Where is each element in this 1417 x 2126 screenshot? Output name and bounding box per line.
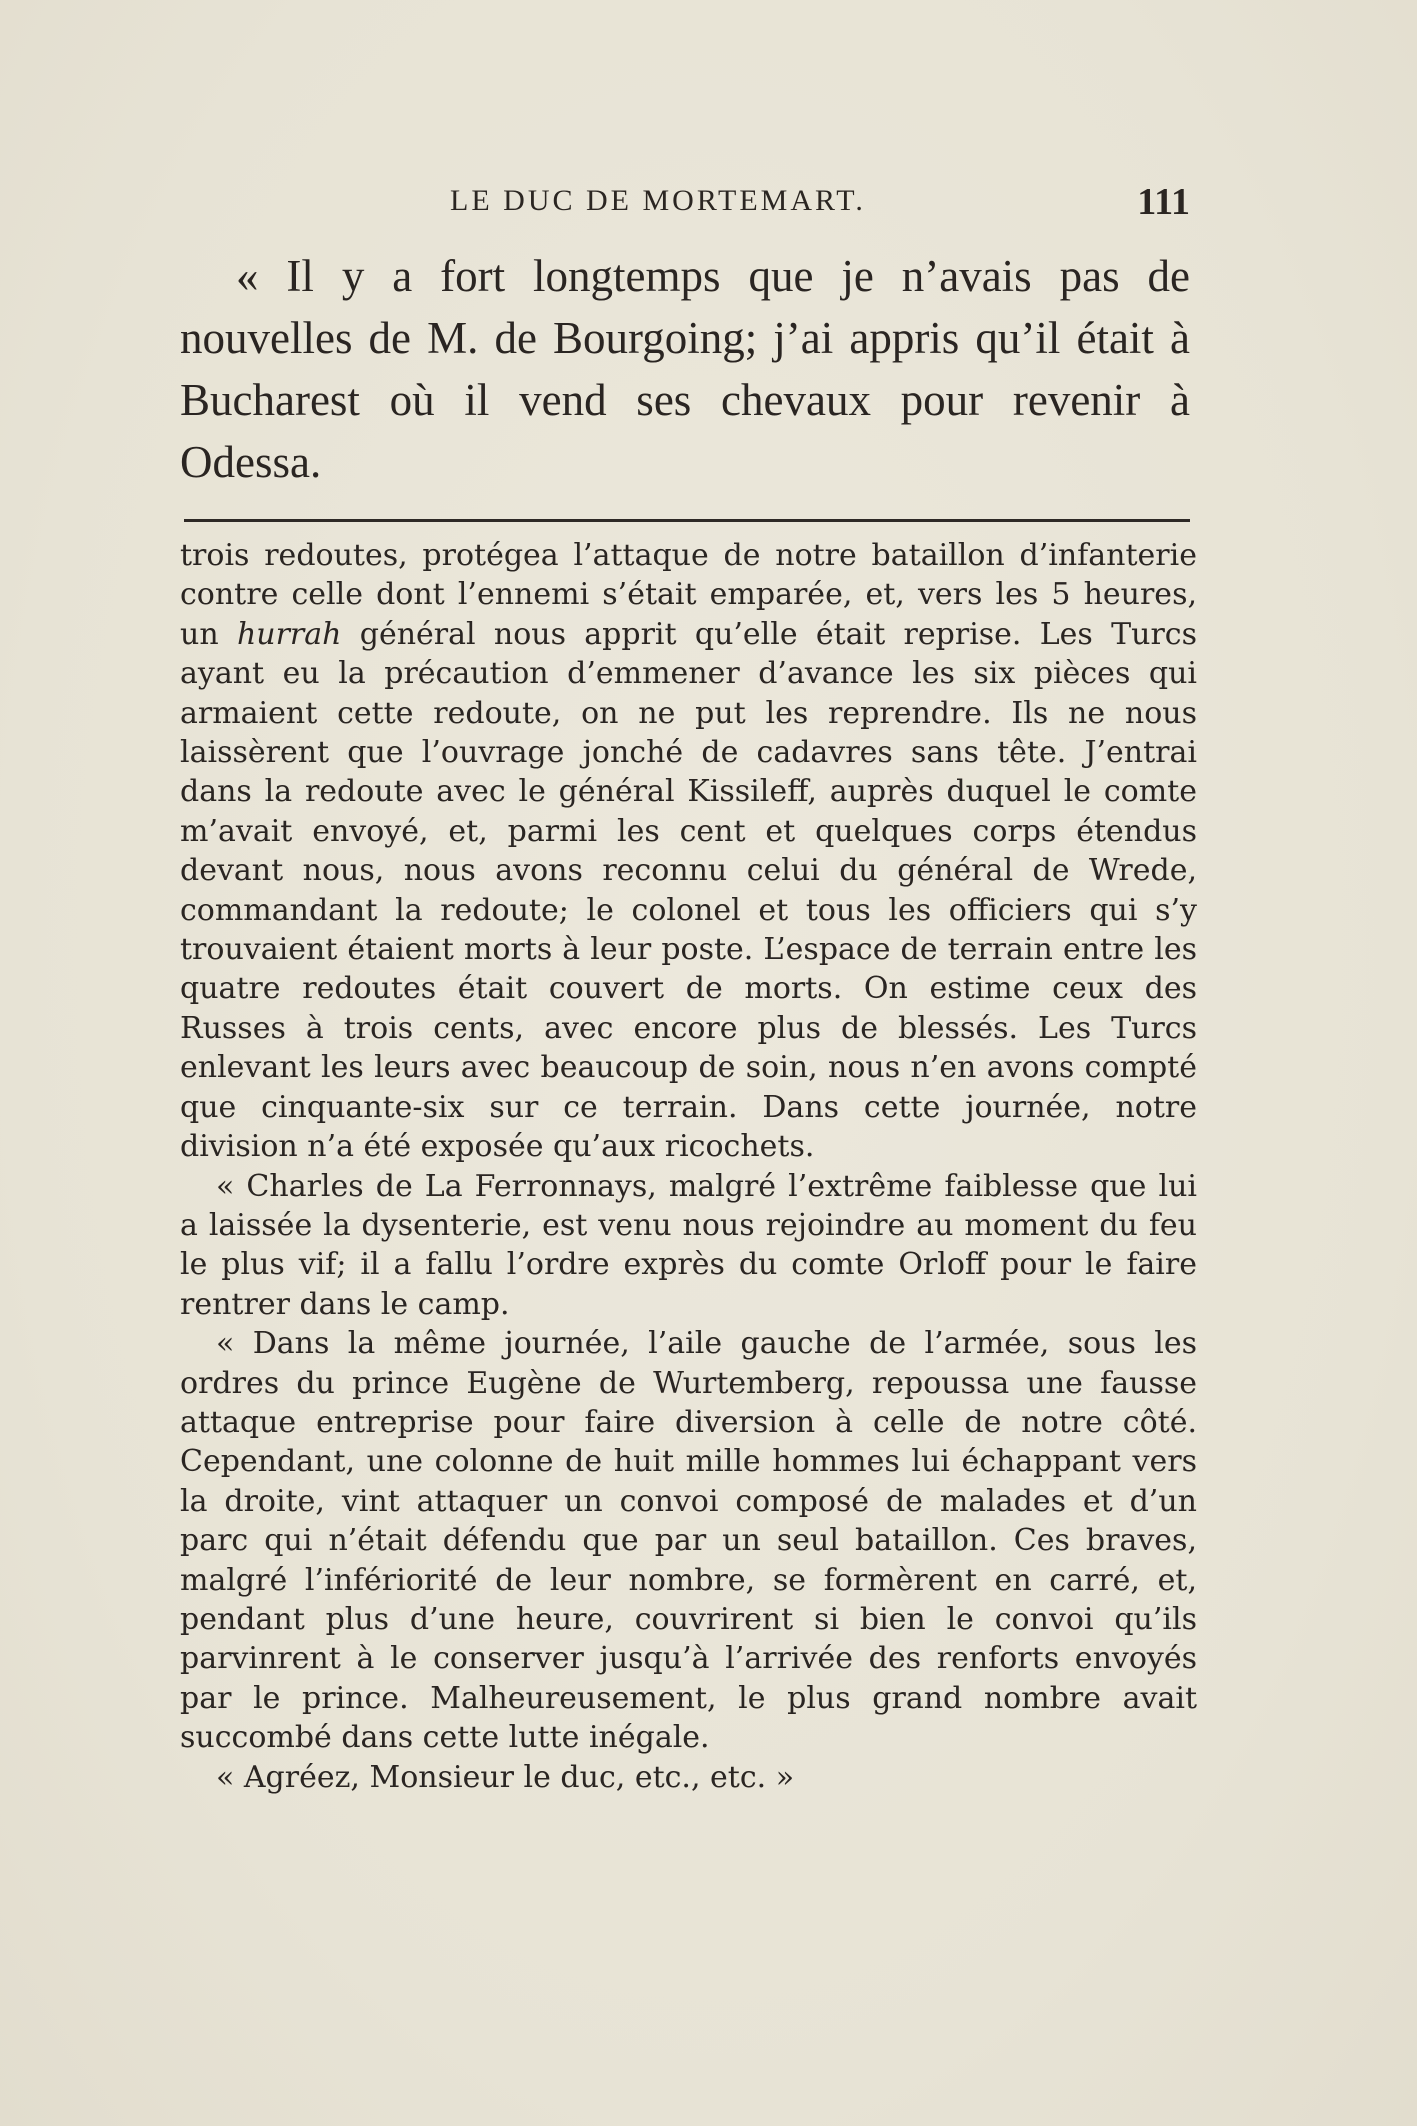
- note-paragraph-2: « Charles de La Ferronnays, malgré l’extrême faiblesse que lui a laissée la dysenterie, est venu nous rejoindre au moment du feu le plus vif; il a fallu l’ordre exprès du comte Orloff pour le faire rentrer dans le camp.: [180, 1168, 1197, 1322]
- running-head: [180, 180, 1190, 228]
- note-paragraph-3: « Dans la même journée, l’aile gauche de l’armée, sous les ordres du prince Eugène de Wurtemberg, repoussa une fausse attaque entreprise pour faire diversion à celle de notre côté. Cependant, une colonne de huit mille hommes lui échappant vers la droite, vint attaquer un convoi composé de malades et d’un parc qui n’était défendu que par un seul bataillon. Ces braves, malgré l’infériorité de leur nombre, se formèrent en carré, et, pendant plus d’une heure, couvrirent si bien le convoi qu’ils parvinrent à le conserver jusqu’à l’arrivée des renforts envoyés par le prince. Malheureusement, le plus grand nombre avait succombé dans cette lutte inégale.: [180, 1326, 1197, 1756]
- page-number: 111: [1137, 181, 1190, 223]
- footnote-rule: [184, 519, 1190, 522]
- note-p1-italic: hurrah: [236, 616, 342, 652]
- main-paragraph: « Il y a fort longtemps que je n’avais pas de nouvelles de M. de Bourgoing; j’ai appris qu’il était à Bucharest où il vend ses chevaux pour revenir à Odessa.: [180, 251, 1190, 487]
- note-paragraph-4: « Agréez, Monsieur le duc, etc., etc. »: [216, 1759, 795, 1795]
- footnote-text: [180, 536, 1197, 1797]
- main-text: [180, 245, 1190, 493]
- running-title: LE DUC DE MORTEMART.: [450, 184, 866, 217]
- note-paragraph-1: [180, 536, 1197, 1167]
- note-p1-text-b: général nous apprit qu’elle était reprise. Les Turcs ayant eu la précaution d’emmener d’avance les six pièces qui armaient cette redoute, on ne put les reprendre. Ils ne nous laissèrent que l’ouvrage jonché de cadavres sans tête. J’entrai dans la redoute avec le général Kissileff, auprès duquel le comte m’avait envoyé, et, parmi les cent et quelques corps étendus devant nous, nous avons reconnu celui du général de Wrede, commandant la redoute; le colonel et tous les officiers qui s’y trouvaient étaient morts à leur poste. L’espace de terrain entre les quatre redoutes était couvert de morts. On estime ceux des Russes à trois cents, avec encore plus de blessés. Les Turcs enlevant les leurs avec beaucoup de soin, nous n’en avons compté que cinquante-six sur ce terrain. Dans cette journée, notre division n’a été exposée qu’aux ricochets.: [180, 616, 1197, 1165]
- note-p1-text-a: trois redoutes, protégea l’attaque de notre bataillon d’infanterie contre celle dont l’ennemi s’était emparée, et, vers les 5 heures, un: [180, 538, 1197, 652]
